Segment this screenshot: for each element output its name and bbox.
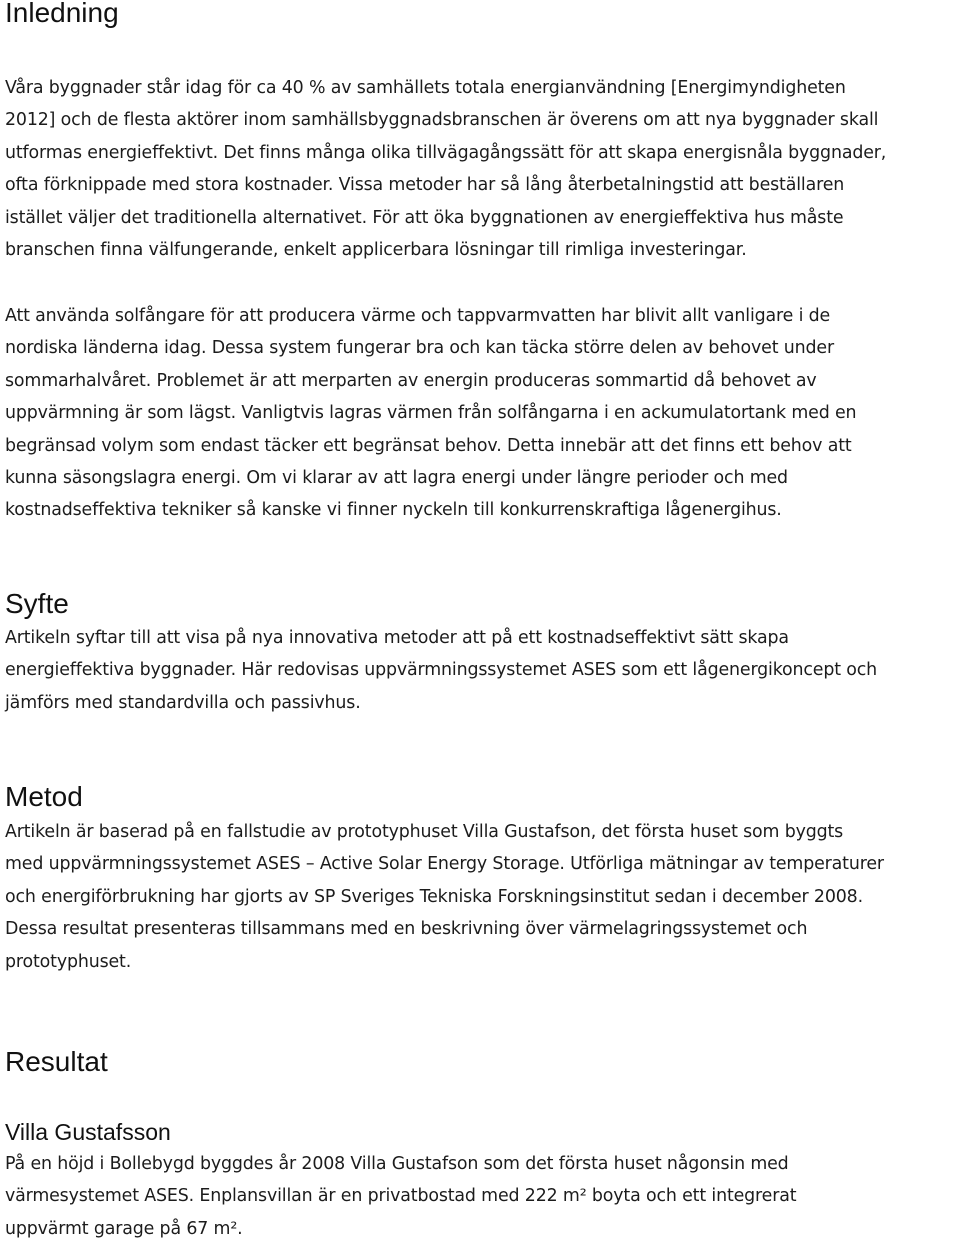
paragraph-syfte — [5, 622, 960, 719]
text-line: nordiska länderna idag. Dessa system fungerar bra och kan täcka större delen av behovet under — [5, 338, 834, 359]
subheading-villa-gustafsson: Villa Gustafsson — [5, 1119, 171, 1145]
text-line: branschen finna välfungerande, enkelt applicerbara lösningar till rimliga investeringar. — [5, 240, 747, 261]
text-line: sommarhalvåret. Problemet är att merparten av energin produceras sommartid då behovet av — [5, 370, 817, 391]
text-line: kostnadseffektiva tekniker så kanske vi finner nyckeln till konkurrenskraftiga lågenergihus. — [5, 500, 782, 521]
text-line: 2012] och de flesta aktörer inom samhällsbyggnadsbranschen är överens om att nya byggnader skall — [5, 110, 879, 131]
text-line: energieffektiva byggnader. Här redovisas uppvärmningssystemet ASES som ett lågenergikoncept och — [5, 660, 878, 681]
text-line: kunna säsongslagra energi. Om vi klarar av att lagra energi under längre perioder och med — [5, 468, 788, 489]
heading-metod: Metod — [5, 781, 83, 812]
text-line: jämförs med standardvilla och passivhus. — [5, 692, 361, 713]
text-line: utformas energieffektivt. Det finns många olika tillvägagångssätt för att skapa energisnåla byggnader, — [5, 142, 887, 163]
text-line: Artikeln syftar till att visa på nya innovativa metoder att på ett kostnadseffektivt sätt skapa — [5, 628, 789, 648]
text-line: uppvärmning är som lägst. Vanligtvis lagras värmen från solfångarna i en ackumulatortank med en — [5, 403, 857, 424]
heading-syfte: Syfte — [5, 588, 69, 619]
text-line: begränsad volym som endast täcker ett begränsat behov. Detta innebär att det finns ett behov att — [5, 435, 852, 456]
text-line: På en höjd i Bollebygd byggdes år 2008 Villa Gustafson som det första huset någonsin med — [5, 1154, 789, 1174]
text-line: Att använda solfångare för att producera värme och tappvarmvatten har blivit allt vanligare i de — [5, 306, 831, 326]
text-line: Våra byggnader står idag för ca 40 % av samhällets totala energianvändning [Energimyndigheten — [5, 78, 846, 98]
text-line: Artikeln är baserad på en fallstudie av prototyphuset Villa Gustafson, det första huset som byggts — [5, 822, 844, 842]
text-line: värmesystemet ASES. Enplansvillan är en privatbostad med 222 m² boyta och ett integrerat — [5, 1186, 797, 1207]
text-line: prototyphuset. — [5, 951, 132, 972]
text-line: ofta förknippade med stora kostnader. Vissa metoder har så lång återbetalningstid att beställaren — [5, 175, 845, 196]
paragraph-inledning-2 — [5, 300, 960, 527]
paragraph-inledning-1 — [5, 72, 960, 266]
paragraph-metod — [5, 816, 960, 978]
text-line: istället väljer det traditionella alternativet. För att öka byggnationen av energieffektiva hus måste — [5, 207, 844, 228]
text-line: Dessa resultat presenteras tillsammans med en beskrivning över värmelagringssystemet och — [5, 919, 808, 940]
paragraph-resultat — [5, 1148, 960, 1245]
heading-resultat: Resultat — [5, 1046, 108, 1077]
text-line: uppvärmt garage på 67 m². — [5, 1218, 243, 1239]
heading-inledning: Inledning — [5, 0, 119, 28]
text-line: och energiförbrukning har gjorts av SP Sveriges Tekniska Forskningsinstitut sedan i december 2008. — [5, 886, 863, 907]
text-line: med uppvärmningssystemet ASES – Active Solar Energy Storage. Utförliga mätningar av temperaturer — [5, 854, 884, 875]
